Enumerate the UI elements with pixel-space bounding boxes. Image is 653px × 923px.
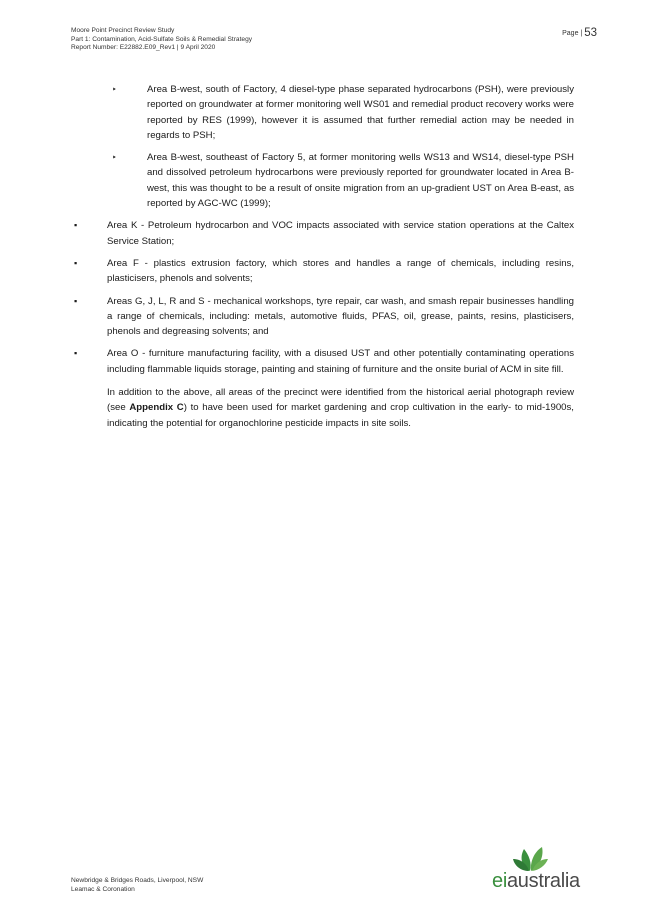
- page-number-value: 53: [584, 27, 597, 39]
- eiaustralia-logo: [492, 843, 596, 895]
- bullet-item: ▪ Area K - Petroleum hydrocarbon and VOC impacts associated with service station operations at the Caltex Service Station;: [74, 220, 574, 247]
- square-bullet-icon: ▪: [74, 348, 78, 359]
- header-report-number: Report Number: E22882.E09_Rev1 | 9 April 2020: [71, 44, 216, 52]
- square-bullet-icon: ▪: [74, 220, 78, 231]
- square-bullet-icon: ▪: [74, 295, 78, 306]
- bullet-item: ▪ Area F - plastics extrusion factory, which stores and handles a range of chemicals, including resins, plasticisers, phenols and solvents;: [74, 257, 574, 285]
- bullet-item: ▪ Area O - furniture manufacturing facility, with a disused UST and other potentially contaminating operations including flammable liquids storage, painting and staining of furniture and the onsite burial of ACM in site fill.: [74, 348, 574, 375]
- header-title: Moore Point Precinct Review Study: [71, 27, 175, 34]
- logo-wordmark: eiaustralia: [492, 870, 580, 892]
- page-number: [562, 27, 597, 39]
- arrow-bullet-icon: ‣: [112, 153, 117, 163]
- page-footer: [71, 877, 203, 895]
- bullet-list: [71, 82, 574, 377]
- sub-bullet-item: ‣ Area B-west, south of Factory, 4 diesel-type phase separated hydrocarbons (PSH), were previously reported on groundwater at former monitoring well WS01 and remedial product recovery works were reported by RES (1999), however it is assumed that further remedial action may be needed in regards to PSH;: [112, 84, 574, 141]
- document-body: [71, 82, 574, 431]
- summary-paragraph: In addition to the above, all areas of the precinct were identified from the historical aerial photograph review (see Appendix C) to have been used for market gardening and crop cultivation in the early- to mid-1900s, indicating the potential for organochlorine pesticide impacts in site soils.: [107, 387, 574, 429]
- square-bullet-icon: ▪: [74, 257, 78, 268]
- page-header: [71, 27, 252, 53]
- header-subtitle: Part 1: Contamination, Acid-Sulfate Soils & Remedial Strategy: [71, 35, 253, 43]
- leaf-logo-icon: [510, 843, 550, 873]
- sub-bullet-item: ‣ Area B-west, southeast of Factory 5, at former monitoring wells WS13 and WS14, diesel-type PSH and dissolved petroleum hydrocarbons were previously reported for groundwater located in Area B-west, this was thought to be a result of onsite migration from an up-gradient UST on Area B-east, as reported by AGC-WC (1999);: [112, 152, 574, 210]
- footer-client: Leamac & Coronation: [71, 885, 135, 893]
- footer-address: Newbridge & Bridges Roads, Liverpool, NSW: [71, 877, 204, 884]
- arrow-bullet-icon: ‣: [112, 85, 117, 94]
- bullet-item: ▪ Areas G, J, L, R and S - mechanical workshops, tyre repair, car wash, and smash repair businesses handling a range of chemicals, including: metals, automotive fluids, PFAS, oil, grease, paints, resins, plasticisers, phenols and degreasing solvents; and: [74, 295, 574, 338]
- appendix-reference: Appendix C: [129, 402, 184, 414]
- page-label: Page |: [562, 30, 583, 37]
